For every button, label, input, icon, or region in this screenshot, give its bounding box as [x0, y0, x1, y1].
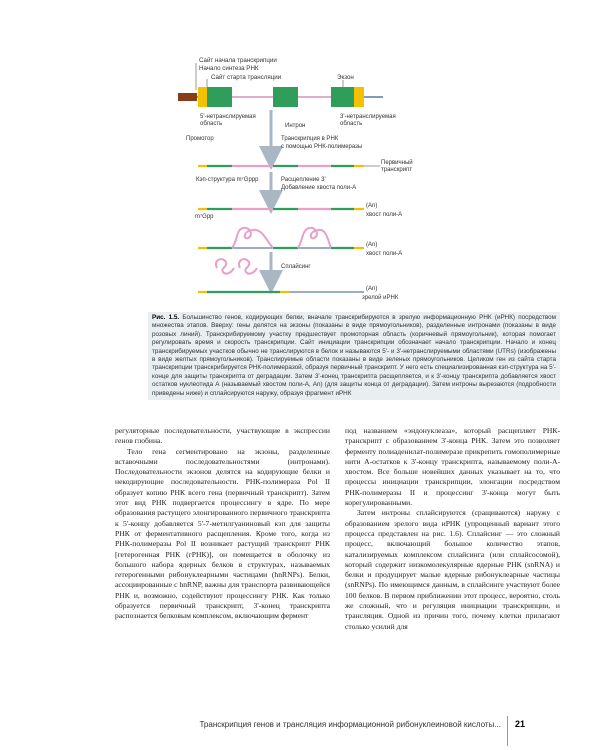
- label-an-3: (An): [366, 286, 378, 292]
- label-mrna-start: Начало синтеза РНК: [199, 65, 259, 72]
- label-3utr-l2: область: [340, 121, 363, 127]
- label-cleavage-l1: Расщепление 3': [281, 177, 326, 183]
- label-3utr-l1: 3'-нетранслируемая: [340, 114, 396, 120]
- label-cleavage-l2: Добавление хвоста поли-А: [281, 185, 357, 191]
- paragraph: под названием «эндонуклеаза», который расщепляет РНК-транскрипт с образованием 3'-конца РНК. Затем это позволяет ферменту полиаденилат-полимеразе прикрепить гомополимерные нити А-остатков к 3'-концу транскрипта, называемому поли-А-хвостом. Все больше новейших данных указывает на то, что процессы инициации транскрипции, элонгации посредством РНК-полимеразы II и процессинг 3'-конца могут быть корегулированными.: [345, 426, 560, 508]
- paragraph: Затем интроны сплайсируются (сращиваются) наружу с образованием зрелого вида иРНК (упрощенный вариант этого процесса представлен на рис. 1.6). Сплайсинг — это сложный процесс, включающий большое количество этапов, катализируемых комплексом сплайсинга (или сплайсосомой), который содержит низкомолекулярные ядерные РНК (snRNA) и белки и продуцирует малые ядерные рибонуклеарные частицы (snRNPs). По имеющимся данным, в сплайсинге участвуют более 100 белков. В первом приближении этот процесс, вероятно, столь же сложный, что и регуляция инициации транскрипции, и трансляция. Одной из причин того, почему клетки прилагают столько усилий для: [345, 508, 560, 631]
- intron-loop: [298, 228, 331, 248]
- intron-loop: [232, 228, 273, 248]
- label-an-1: (An): [366, 203, 378, 209]
- label-5utr-l1: 5'-нетранслируемая: [200, 114, 256, 120]
- label-cap: m⁷Gpp: [195, 214, 214, 220]
- label-cap-structure: Кэп-структура m⁷Gppp: [196, 177, 259, 183]
- paragraph: регуляторные последовательности, участвующие в экспрессии генов глобина.: [115, 426, 330, 446]
- caption-text: Большинство генов, кодирующих белки, вначале транскрибируются в зрелую информационную РНК (иРНК) посредством множества этапов. Вверху: гены делятся на экзоны (показаны в виде прямоугольников), разделенные интронами (показаны в виде розовых линий). Транскрибируемому участку предшествует промоторная область (коричневый прямоугольник), которая помогает регулировать время и скорость транскрипции. Сайт инициации транскрипции обозначает начало транскрипции. Начало и конец транскрибируемых участков обычно не транслируются в белок и называются 5'- и 3'-нетранслируемыми областями (UTRs) (изображены в виде желтых прямоугольников). Транслируемые области показаны в виде зеленых прямоугольников. Целиком ген из сайта старта транскрипции транскрибируется РНК-полимеразой, образуя первичный транскрипт. У него есть специализированная кэп-структура на 5'-конце для защиты транскрипта от деградации. Затем 3'-конец транскрипта расщепляется, и к 3'-концу транскрипта добавляется хвост остатков нуклеотида А (называемый хвостом поли-А, An) (для защиты конца от деградации). Затем интроны вырезаются (подробности приведены ниже) и сплайсируются наружу, образуя фрагмент иРНК: [152, 314, 557, 397]
- label-splicing: Сплайсинг: [281, 264, 311, 270]
- label-transcription-l2: с помощью РНК-полимеразы: [281, 144, 363, 150]
- label-5utr-l2: область: [200, 121, 223, 127]
- body-column-left: [115, 426, 330, 622]
- label-primary-l2: транскрипт: [381, 167, 413, 173]
- label-transcription-l1: Транскрипция в РНК: [281, 136, 339, 142]
- page-footer: [0, 716, 600, 746]
- utr3-box: [354, 87, 364, 107]
- paragraph: Тело гена сегментировано на экзоны, разделенные вставочными последовательностями (интронами). Последовательности экзонов делятся на кодирующие белки и некодирующие последовательности. РНК-полимераза Pol II образует копию РНК всего гена (первичный транскрипт). Затем этот вид РНК подвергается процессингу в ядре. По мере образования растущего элонгированного первичного транскрипта к 5'-концу добавляется 5'-7-метилгуаниновый кэп для защиты РНК от ферментативного расщепления. Кроме того, когда из РНК-полимеразы Pol II возникает растущий транскрипт РНК [гетерогенная РНК (гРНК)], он помещается в оболочку из большого набора ядерных белков в структурах, называемых гетерогенными рибонуклеарными частицами (hnRNPs). Белки, ассоциированные с hnRNP, важны для транспорта развивающейся РНК и, возможно, содействуют процессингу РНК. Как только образуется первичный транскрипт, 3'-конец транскрипта распознается белковым комплексом, включающим фермент: [115, 446, 330, 621]
- label-mature: зрелой иРНК: [362, 295, 399, 301]
- label-intron: Интрон: [285, 123, 306, 129]
- excised-intron: [239, 259, 257, 274]
- excised-intron: [216, 259, 234, 274]
- label-tss: Сайт начала транскрипции: [199, 57, 277, 64]
- promoter-box: [178, 93, 197, 101]
- exon-box: [207, 87, 232, 107]
- label-polya-2: хвост поли-А: [366, 251, 403, 257]
- gene-expression-diagram: [0, 0, 600, 310]
- label-exon: Экзон: [337, 74, 354, 81]
- label-an-2: (An): [366, 242, 378, 248]
- figure-caption: [148, 312, 560, 400]
- caption-label: Рис. 1.5.: [152, 314, 180, 321]
- label-primary-l1: Первичный: [381, 160, 413, 166]
- exon-box: [331, 87, 354, 107]
- running-title: Транскрипция генов и трансляция информационной рибонуклеиновой кислоты...: [199, 720, 501, 729]
- utr5-box: [198, 87, 207, 107]
- label-promoter: Промотор: [186, 136, 214, 142]
- footer-divider: [507, 716, 508, 746]
- body-column-right: [345, 426, 560, 632]
- label-translation-start: Сайт старта трансляции: [211, 74, 282, 81]
- label-polya-1: хвост поли-А: [366, 212, 403, 218]
- page-number: 21: [515, 719, 526, 729]
- exon-box: [273, 87, 298, 107]
